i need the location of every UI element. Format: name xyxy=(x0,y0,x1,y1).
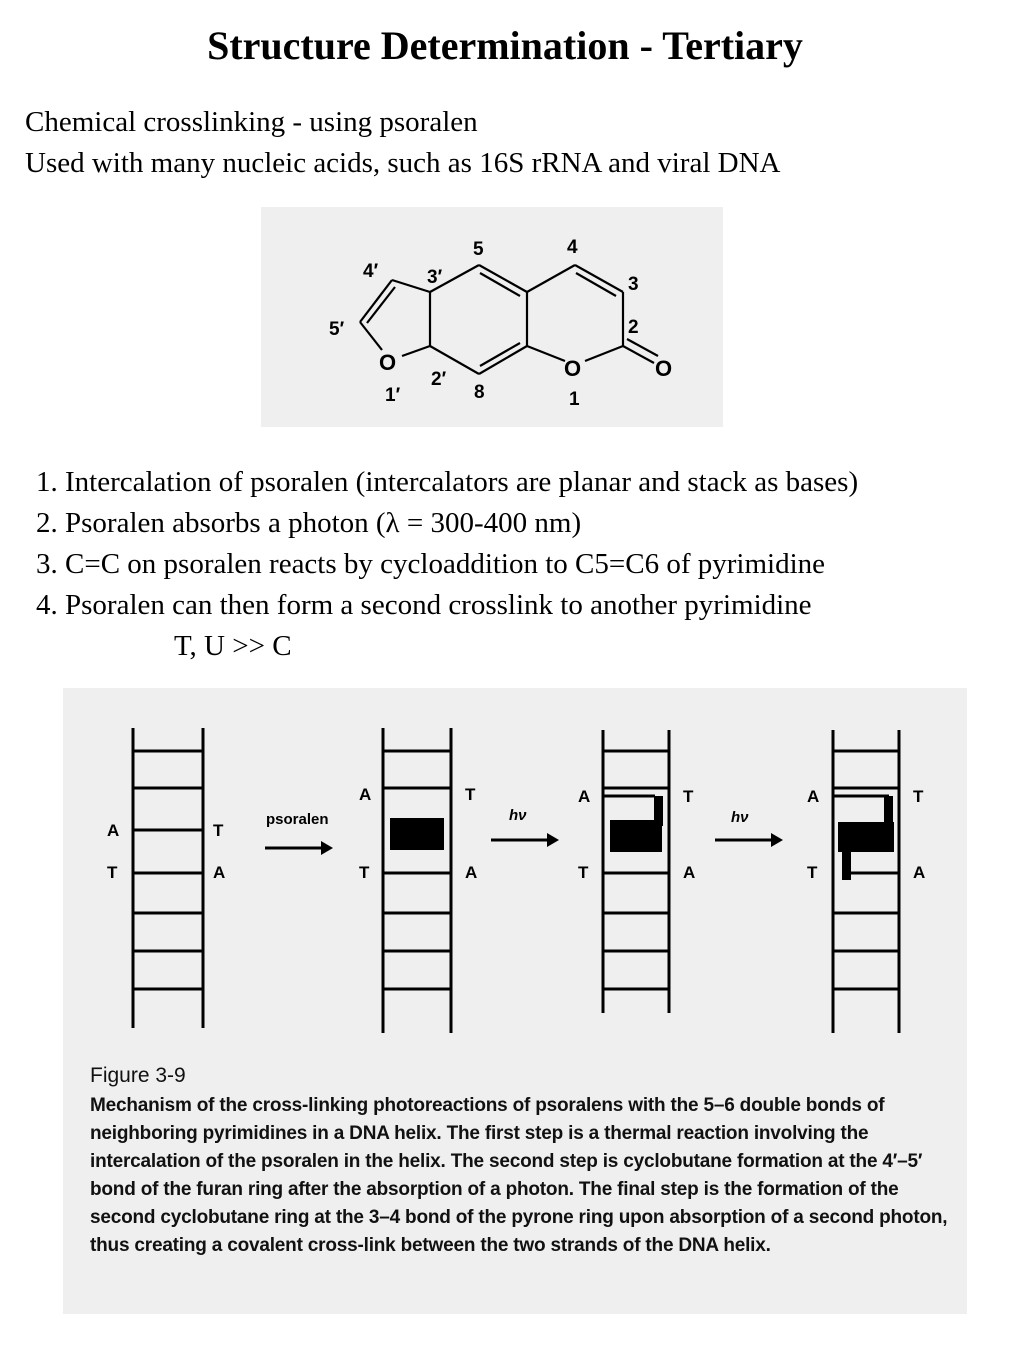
label-3: 3 xyxy=(628,274,639,295)
psoralen-structure-svg xyxy=(261,207,723,427)
dna-ladder-1 xyxy=(133,728,203,1028)
label-5-prime: 5′ xyxy=(329,319,345,340)
ladder-2-left-top: A xyxy=(359,785,372,804)
arrow-1-label: psoralen xyxy=(266,811,329,828)
intro-line-1: Chemical crosslinking - using psoralen xyxy=(25,106,478,138)
label-8: 8 xyxy=(474,382,485,403)
dna-ladder-4 xyxy=(833,730,899,1033)
label-2-prime: 2′ xyxy=(431,369,447,390)
ladder-3-right-bottom: A xyxy=(683,863,696,882)
label-o-pyrone: O xyxy=(564,356,582,381)
figure-caption xyxy=(90,1064,950,1260)
ladder-4-right-top: T xyxy=(913,787,924,806)
ladder-2-right-bottom: A xyxy=(465,863,478,882)
ladder-4-left-bottom: T xyxy=(807,863,818,882)
ladder-1-left-top: A xyxy=(107,821,120,840)
ladder-4-right-bottom: A xyxy=(913,863,926,882)
arrow-3-head xyxy=(771,833,783,847)
step-2: 2. Psoralen absorbs a photon (λ = 300-400 nm) xyxy=(36,507,582,539)
ladder-3-left-top: A xyxy=(578,787,591,806)
steps-note: T, U >> C xyxy=(174,630,292,662)
ladder-3-right-top: T xyxy=(683,787,694,806)
ladder-2-right-top: T xyxy=(465,785,476,804)
step-1: 1. Intercalation of psoralen (intercalators are planar and stack as bases) xyxy=(36,466,859,498)
cyclobutane-link-2 xyxy=(884,796,893,826)
arrow-2-label: hν xyxy=(509,807,527,824)
page-title: Structure Determination - Tertiary xyxy=(207,23,803,68)
psoralen-structure-diagram xyxy=(261,207,723,427)
caption-title: Figure 3-9 xyxy=(90,1064,186,1087)
arrow-2-head xyxy=(547,833,559,847)
label-1-prime: 1′ xyxy=(385,385,401,406)
intro-text xyxy=(25,102,780,184)
label-2: 2 xyxy=(628,317,639,338)
ladder-4-left-top: A xyxy=(807,787,820,806)
label-1: 1 xyxy=(569,389,580,410)
cyclobutane-link-1 xyxy=(654,796,663,826)
step-3: 3. C=C on psoralen reacts by cycloaddition to C5=C6 of pyrimidine xyxy=(36,548,826,580)
figure-3-9 xyxy=(63,688,967,1314)
psoralen-bonds xyxy=(360,265,658,374)
cyclobutane-link-3 xyxy=(842,848,851,880)
label-4-prime: 4′ xyxy=(363,261,379,282)
ladder-1-right-bottom: A xyxy=(213,863,226,882)
ladder-2-left-bottom: T xyxy=(359,863,370,882)
arrow-1-head xyxy=(321,841,333,855)
psoralen-second-crosslink xyxy=(838,822,894,852)
steps-list xyxy=(36,462,858,667)
dna-ladder-3 xyxy=(603,730,669,1013)
label-5: 5 xyxy=(473,239,484,260)
arrow-3-label: hν xyxy=(731,809,749,826)
caption-text: Mechanism of the cross-linking photoreactions of psoralens with the 5–6 double bonds of neighboring pyrimidines in a DNA helix. The first step is a thermal reaction involving the intercalation of the psoralen in the helix. The second step is cyclobutane formation at the 4′–5′ bond of the furan ring after the absorption of a photon. The final step is the formation of the second cyclobutane ring at the 3–4 bond of the pyrone ring upon absorption of a second photon, thus creating a covalent cross-link between the two strands of the DNA helix. xyxy=(90,1095,948,1256)
ladder-1-left-bottom: T xyxy=(107,863,118,882)
ladder-1-right-top: T xyxy=(213,821,224,840)
ladder-3-left-bottom: T xyxy=(578,863,589,882)
label-3-prime: 3′ xyxy=(427,267,443,288)
crosslink-mechanism-diagram xyxy=(63,688,967,1058)
label-4: 4 xyxy=(567,237,578,258)
intro-line-2: Used with many nucleic acids, such as 16S rRNA and viral DNA xyxy=(25,147,781,179)
dna-ladder-2 xyxy=(383,728,451,1033)
label-o-carbonyl: O xyxy=(655,356,673,381)
psoralen-intercalated xyxy=(390,818,444,850)
step-4: 4. Psoralen can then form a second crosslink to another pyrimidine xyxy=(36,589,812,621)
label-o-furan: O xyxy=(379,350,397,375)
